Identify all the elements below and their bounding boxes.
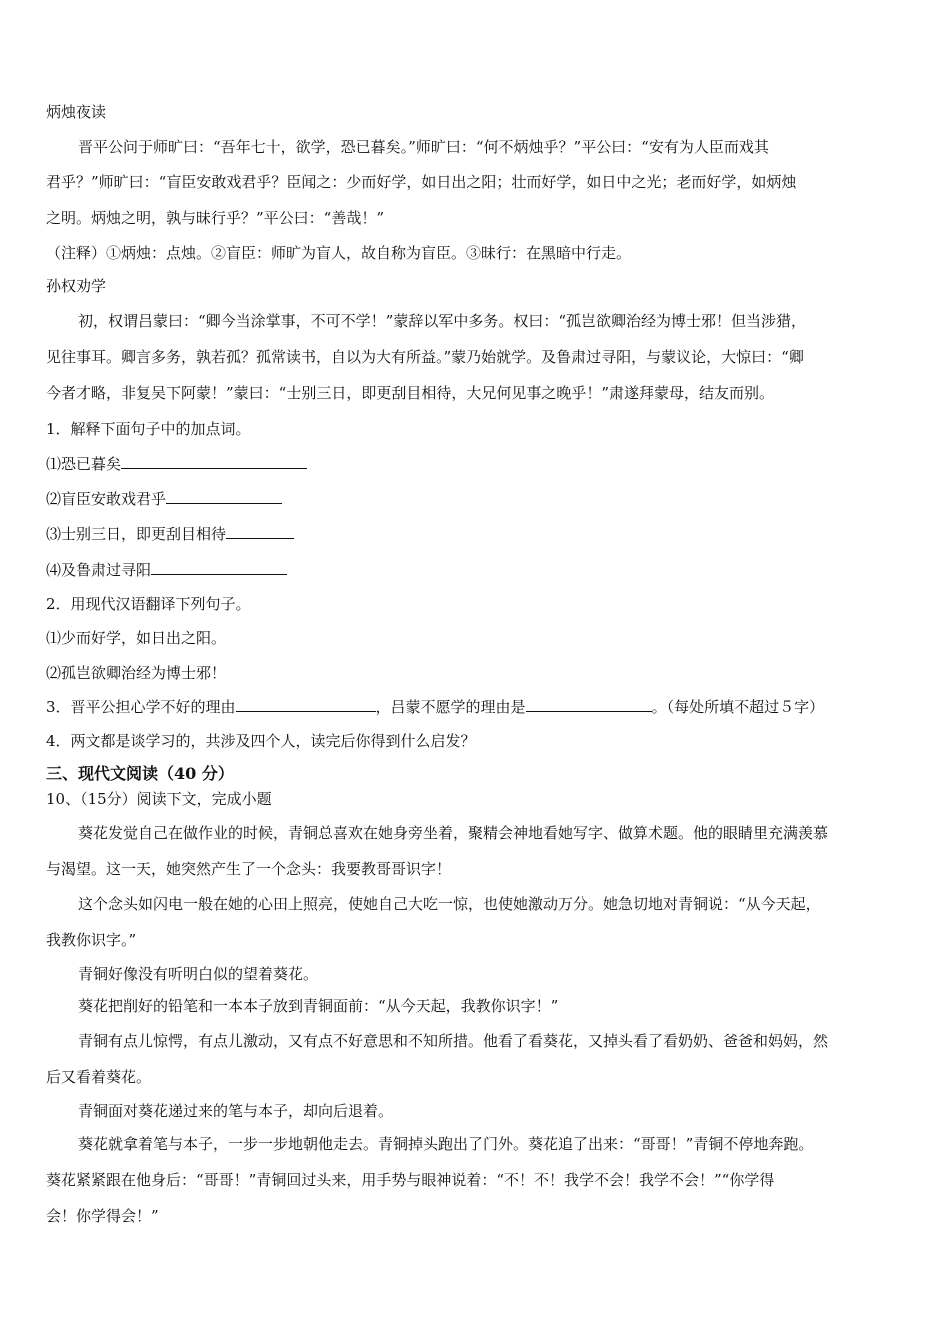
question-3-text: 3．晋平公担心学不好的理由: [46, 698, 236, 716]
question-3-text: 。（每处所填不超过５字）: [651, 698, 825, 716]
story-line: 葵花发觉自己在做作业的时候，青铜总喜欢在她身旁坐着，聚精会神地看她写字、做算术题。他的眼睛里充满羡慕: [78, 824, 829, 842]
story-line: 葵花把削好的铅笔和一本本子放到青铜面前：“从今天起，我教你识字！”: [78, 997, 559, 1015]
story-line: 青铜有点儿惊愕，有点儿激动，又有点不好意思和不知所措。他看了看葵花，又掉头看了看奶奶、爸爸和妈妈，然: [78, 1032, 829, 1050]
question-2-item: ⑴少而好学，如日出之阳。: [46, 629, 227, 647]
question-2: 2．用现代汉语翻译下列句子。: [46, 595, 251, 613]
question-1: 1．解释下面句子中的加点词。: [46, 420, 251, 438]
question-3-text: ，吕蒙不愿学的理由是: [375, 698, 526, 716]
passage2-title: 孙权劝学: [46, 277, 107, 295]
question-1-item: [46, 522, 294, 544]
answer-blank[interactable]: [226, 522, 294, 539]
story-line: 与渴望。这一天，她突然产生了一个念头：我要教哥哥识字！: [46, 860, 452, 878]
passage1-note: （注释）①炳烛：点烛。②盲臣：师旷为盲人，故自称为盲臣。③昧行：在黑暗中行走。: [46, 244, 632, 262]
question-1-item: [46, 487, 282, 509]
question-1-item: [46, 452, 307, 474]
story-line: 青铜面对葵花递过来的笔与本子，却向后退着。: [78, 1102, 394, 1120]
answer-blank[interactable]: [526, 695, 652, 712]
passage2-line: 见往事耳。卿言多务，孰若孤？孤常读书，自以为大有所益。”蒙乃始就学。及鲁肃过寻阳，与蒙议论，大惊曰：“卿: [46, 348, 804, 366]
answer-blank[interactable]: [121, 452, 307, 469]
story-line: 葵花紧紧跟在他身后：“哥哥！”青铜回过头来，用手势与眼神说着：“不！不！我学不会！我学不会！”“你学得: [46, 1171, 775, 1189]
question-2-item: ⑵孤岂欲卿治经为博士邪！: [46, 664, 227, 682]
question-4: 4．两文都是谈学习的，共涉及四个人，读完后你得到什么启发？: [46, 732, 476, 750]
story-line: 这个念头如闪电一般在她的心田上照亮，使她自己大吃一惊，也使她激动万分。她急切地对青铜说：“从今天起，: [78, 895, 821, 913]
question-1-item-text: ⑴恐已暮矣: [46, 455, 122, 473]
story-line: 我教你识字。”: [46, 931, 137, 949]
question-1-item: [46, 558, 287, 580]
passage2-line: 初，权谓吕蒙曰：“卿今当涂掌事，不可不学！”蒙辞以军中多务。权曰：“孤岂欲卿治经为博士邪！但当涉猎，: [78, 312, 807, 330]
story-line: 后又看着葵花。: [46, 1068, 152, 1086]
question-10: 10、（15分）阅读下文，完成小题: [46, 790, 272, 808]
question-1-item-text: ⑷及鲁肃过寻阳: [46, 561, 152, 579]
passage1-title: 炳烛夜读: [46, 103, 107, 121]
story-line: 会！你学得会！”: [46, 1207, 159, 1225]
answer-blank[interactable]: [236, 695, 376, 712]
question-1-item-text: ⑵盲臣安敢戏君乎: [46, 490, 167, 508]
passage1-line: 晋平公问于师旷曰：“吾年七十，欲学，恐已暮矣。”师旷曰：“何不炳烛乎？”平公曰：“安有为人臣而戏其: [78, 138, 769, 156]
question-3: [46, 695, 824, 717]
answer-blank[interactable]: [166, 487, 282, 504]
section-heading: 三、现代文阅读（40 分）: [46, 764, 234, 783]
passage1-line: 之明。炳烛之明，孰与昧行乎？”平公曰：“善哉！”: [46, 209, 385, 227]
answer-blank[interactable]: [151, 558, 287, 575]
story-line: 葵花就拿着笔与本子，一步一步地朝他走去。青铜掉头跑出了门外。葵花追了出来：“哥哥！”青铜不停地奔跑。: [78, 1135, 814, 1153]
story-line: 青铜好像没有听明白似的望着葵花。: [78, 965, 319, 983]
question-1-item-text: ⑶士别三日，即更刮目相待: [46, 525, 227, 543]
passage1-line: 君乎？”师旷曰：“盲臣安敢戏君乎？臣闻之：少而好学，如日出之阳；壮而好学，如日中之光；老而好学，如炳烛: [46, 173, 797, 191]
passage2-line: 今者才略，非复吴下阿蒙！”蒙曰：“士别三日，即更刮目相待，大兄何见事之晚乎！”肃遂拜蒙母，结友而别。: [46, 384, 775, 402]
